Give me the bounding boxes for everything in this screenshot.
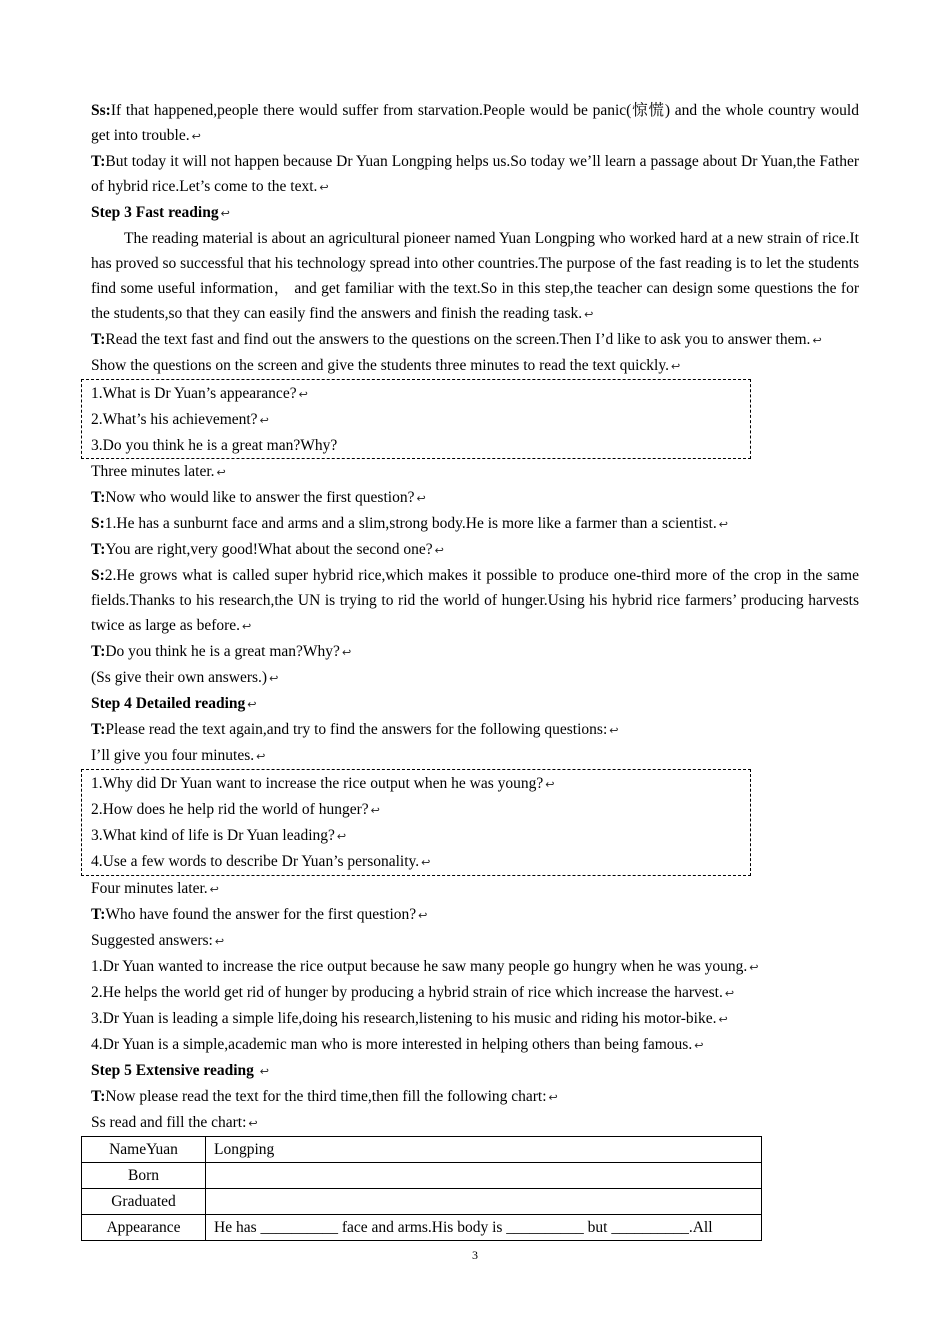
paragraph: Three minutes later. ↩: [91, 463, 226, 480]
paragraph-mark-icon: ↩: [209, 883, 219, 896]
section-heading: Step 4 Detailed reading ↩: [91, 695, 257, 712]
paragraph: T:Now who would like to answer the first question? ↩: [91, 489, 426, 506]
paragraph: Ss read and fill the chart: ↩: [91, 1114, 258, 1131]
question-item: 1.Why did Dr Yuan want to increase the rice output when he was young? ↩: [91, 775, 555, 792]
paragraph-mark-icon: ↩: [220, 207, 230, 220]
paragraph-mark-icon: ↩: [216, 466, 226, 479]
table-row: Graduated: [82, 1189, 762, 1215]
paragraph-mark-icon: ↩: [749, 961, 759, 974]
paragraph-mark-icon: ↩: [247, 698, 257, 711]
paragraph-mark-icon: ↩: [718, 1013, 728, 1026]
paragraph: S:1.He has a sunburnt face and arms and a slim,strong body.He is more like a farmer than a scientist. ↩: [91, 515, 728, 532]
question-box-1: [81, 379, 751, 459]
paragraph: Suggested answers: ↩: [91, 932, 225, 949]
paragraph-mark-icon: ↩: [812, 334, 822, 347]
section-heading: Step 5 Extensive reading ↩: [91, 1062, 269, 1079]
paragraph: T:Read the text fast and find out the answers to the questions on the screen.Then I’d like to ask you to answer them. ↩: [91, 331, 822, 348]
paragraph-mark-icon: ↩: [319, 181, 329, 194]
paragraph-mark-icon: ↩: [694, 1039, 704, 1052]
paragraph-mark-icon: ↩: [418, 909, 428, 922]
paragraph-mark-icon: ↩: [214, 935, 225, 948]
table-row: Born: [82, 1163, 762, 1189]
document-body: [91, 98, 859, 1241]
paragraph-mark-icon: ↩: [670, 360, 681, 373]
paragraph-mark-icon: ↩: [609, 724, 619, 737]
paragraph-mark-icon: ↩: [336, 830, 347, 843]
info-chart-table: [81, 1136, 762, 1241]
paragraph-mark-icon: ↩: [248, 1117, 258, 1130]
question-item: 2.How does he help rid the world of hunger? ↩: [91, 801, 380, 818]
paragraph-mark-icon: ↩: [341, 646, 352, 659]
paragraph-mark-icon: ↩: [259, 1065, 269, 1078]
paragraph: T:Who have found the answer for the first question? ↩: [91, 906, 428, 923]
paragraph: T:Please read the text again,and try to find the answers for the following questions: ↩: [91, 721, 619, 738]
table-row: NameYuan Longping: [82, 1137, 762, 1163]
page-number: 3: [472, 1248, 478, 1262]
paragraph-mark-icon: ↩: [370, 804, 380, 817]
paragraph-mark-icon: ↩: [259, 414, 269, 427]
question-item: 3.Do you think he is a great man?Why?: [91, 437, 338, 454]
paragraph-mark-icon: ↩: [191, 130, 201, 143]
paragraph: (Ss give their own answers.) ↩: [91, 669, 279, 686]
paragraph-mark-icon: ↩: [416, 492, 426, 505]
paragraph: 1.Dr Yuan wanted to increase the rice output because he saw many people go hungry when he was young. ↩: [91, 958, 759, 975]
paragraph: 3.Dr Yuan is leading a simple life,doing his research,listening to his music and riding his motor-bike. ↩: [91, 1010, 728, 1027]
paragraph: The reading material is about an agricultural pioneer named Yuan Longping who worked hard at a new strain of rice.It has proved so successful that his technology spread into other countries.The purpose of the fast reading is to let the students find some useful information， and get familiar with the text.So in this step,the teacher can design some questions the for the students,so that they can easily find the answers and finish the reading task. ↩: [91, 230, 859, 322]
paragraph: I’ll give you four minutes. ↩: [91, 747, 266, 764]
paragraph: T:But today it will not happen because Dr Yuan Longping helps us.So today we’ll learn a passage about Dr Yuan,the Father of hybrid rice.Let’s come to the text. ↩: [91, 153, 859, 195]
paragraph-mark-icon: ↩: [548, 1091, 558, 1104]
paragraph: Four minutes later. ↩: [91, 880, 219, 897]
paragraph-mark-icon: ↩: [718, 518, 728, 531]
paragraph: 2.He helps the world get rid of hunger by producing a hybrid strain of rice which increase the harvest. ↩: [91, 984, 735, 1001]
paragraph-mark-icon: ↩: [256, 750, 266, 763]
question-item: 3.What kind of life is Dr Yuan leading? ↩: [91, 827, 347, 844]
paragraph: Show the questions on the screen and give the students three minutes to read the text quickly. ↩: [91, 357, 681, 374]
question-item: 1.What is Dr Yuan’s appearance? ↩: [91, 385, 308, 402]
paragraph: Ss:If that happened,people there would suffer from starvation.People would be panic(惊慌) and the whole country would get into trouble. ↩: [91, 102, 859, 144]
table-row: Appearance He has __________ face and arms.His body is __________ but __________.All: [82, 1215, 762, 1241]
paragraph-mark-icon: ↩: [724, 987, 735, 1000]
question-item: 2.What’s his achievement? ↩: [91, 411, 269, 428]
section-heading: Step 3 Fast reading ↩: [91, 204, 230, 221]
paragraph: S:2.He grows what is called super hybrid rice,which makes it possible to produce one-third more of the crop in the same fields.Thanks to his research,the UN is trying to rid the world of hunger.Using his hybrid rice farmers’ producing harvests twice as large as before. ↩: [91, 567, 859, 634]
paragraph-mark-icon: ↩: [269, 672, 279, 685]
question-item: 4.Use a few words to describe Dr Yuan’s personality. ↩: [91, 853, 431, 870]
paragraph: T:You are right,very good!What about the second one? ↩: [91, 541, 444, 558]
paragraph-mark-icon: ↩: [242, 620, 252, 633]
paragraph-mark-icon: ↩: [584, 308, 594, 321]
paragraph-mark-icon: ↩: [545, 778, 555, 791]
paragraph: T:Do you think he is a great man?Why? ↩: [91, 643, 352, 660]
paragraph: T:Now please read the text for the third time,then fill the following chart: ↩: [91, 1088, 558, 1105]
question-box-2: [81, 769, 751, 876]
paragraph: 4.Dr Yuan is a simple,academic man who is more interested in helping others than being famous. ↩: [91, 1036, 704, 1053]
paragraph-mark-icon: ↩: [434, 544, 444, 557]
paragraph-mark-icon: ↩: [298, 388, 308, 401]
paragraph-mark-icon: ↩: [421, 856, 431, 869]
